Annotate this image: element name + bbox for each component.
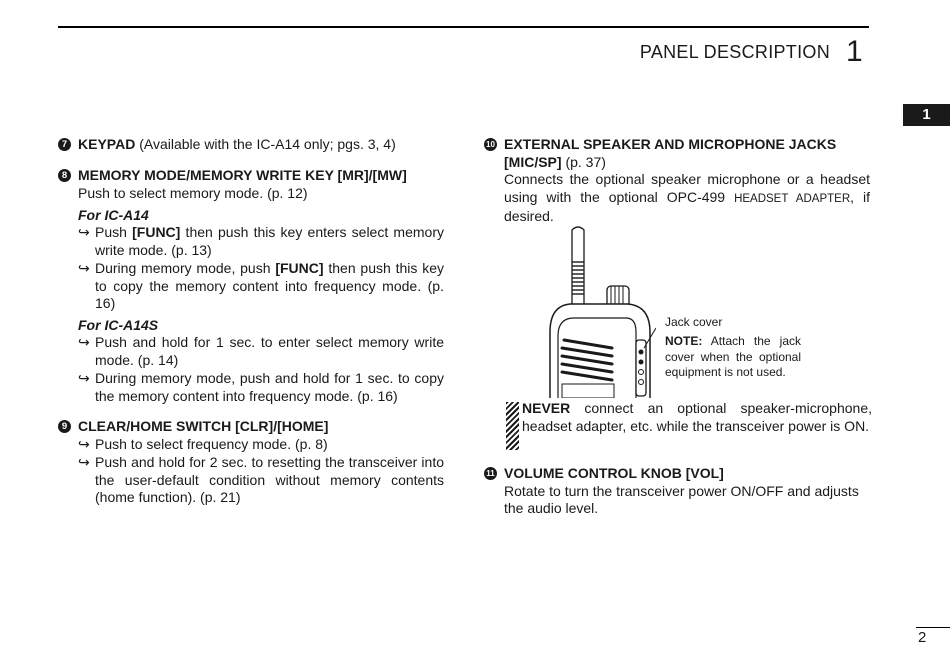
list-item xyxy=(78,260,444,313)
section-number: 1 xyxy=(846,35,863,68)
page-number: 2 xyxy=(918,629,927,646)
item-body: Rotate to turn the transceiver power ON/OFF and adjusts the audio level. xyxy=(504,482,859,517)
item-title: CLEAR/HOME SWITCH [CLR]/[HOME] xyxy=(78,418,329,434)
item-body: Push to select memory mode. (p. 12) xyxy=(78,184,308,201)
list-item xyxy=(78,334,444,369)
item-number-9-icon: 9 xyxy=(58,420,71,433)
item-title-ref: (p. 37) xyxy=(561,153,606,170)
item-number-10-icon: 10 xyxy=(484,138,497,151)
bullet-text: During memory mode, push and hold for 1 sec. to copy the memory content into frequency mode. (p. 16) xyxy=(95,370,444,404)
bullet-text: then push this key to copy the memory content into frequency mode. (p. 16) xyxy=(95,260,444,312)
item-clear-home-switch xyxy=(58,418,444,436)
footer-rule xyxy=(916,627,950,628)
arrow-bullet-icon: ↪ xyxy=(78,260,90,276)
body-smallcaps: HEADSET ADAPTER xyxy=(734,192,851,205)
warning-label: NEVER xyxy=(522,400,571,416)
warning-block xyxy=(506,400,872,435)
bullet-key: [FUNC] xyxy=(132,224,181,240)
bullet-text: Push and hold for 1 sec. to enter select memory write mode. (p. 14) xyxy=(95,334,444,368)
bullet-text: Push xyxy=(95,224,133,240)
item-title: KEYPAD xyxy=(78,136,136,152)
bullet-text: then push this key enters select memory write mode. (p. 13) xyxy=(95,224,444,258)
arrow-bullet-icon: ↪ xyxy=(78,454,90,470)
model-subheading: For IC-A14 xyxy=(78,207,149,223)
jack-cover xyxy=(636,340,646,396)
model-subheading: For IC-A14S xyxy=(78,317,159,333)
item-memory-mode-key xyxy=(58,167,444,202)
note-label: NOTE: xyxy=(665,334,703,348)
list-item xyxy=(78,224,444,259)
body-text: Connects the optional speaker microphone or a headset using with the optional OPC-499 xyxy=(504,171,870,205)
bullet-text: Push and hold for 2 sec. to resetting the transceiver into the user-default condition without memory contents (home function). (p. 21) xyxy=(95,454,444,506)
header-rule xyxy=(58,26,869,28)
warning-text: connect an optional speaker-microphone, headset adapter, etc. while the transceiver power is ON. xyxy=(522,400,872,434)
item-keypad xyxy=(58,136,444,154)
item-title-note: (Available with the IC-A14 only; pgs. 3, 4) xyxy=(135,136,396,152)
item-number-8-icon: 8 xyxy=(58,169,71,182)
bullet-text: Push to select frequency mode. (p. 8) xyxy=(95,436,328,452)
arrow-bullet-icon: ↪ xyxy=(78,224,90,240)
item-number-7-icon: 7 xyxy=(58,138,71,151)
item-body xyxy=(484,171,870,226)
item-title: EXTERNAL SPEAKER AND MICROPHONE JACKS [MIC/SP] xyxy=(504,136,837,170)
warning-hatch-icon xyxy=(506,402,519,450)
bullet-text: During memory mode, push xyxy=(95,260,276,276)
transceiver-illustration xyxy=(540,222,656,398)
list-item xyxy=(78,370,444,405)
figure-caption: Jack cover xyxy=(665,315,723,329)
chapter-tab: 1 xyxy=(903,104,950,126)
figure-note xyxy=(665,334,801,381)
list-item xyxy=(78,436,444,454)
item-external-jacks xyxy=(484,136,870,226)
item-volume-knob xyxy=(484,465,870,518)
note-text: Attach the jack cover when the optional equipment is not used. xyxy=(665,334,801,379)
arrow-bullet-icon: ↪ xyxy=(78,436,90,452)
bullet-key: [FUNC] xyxy=(275,260,324,276)
arrow-bullet-icon: ↪ xyxy=(78,370,90,386)
item-title: MEMORY MODE/MEMORY WRITE KEY [MR]/[MW] xyxy=(78,167,407,183)
body-text: , if desired. xyxy=(504,188,870,225)
arrow-bullet-icon: ↪ xyxy=(78,334,90,350)
section-title: PANEL DESCRIPTION xyxy=(639,42,830,62)
item-title: VOLUME CONTROL KNOB [VOL] xyxy=(504,465,724,481)
list-item xyxy=(78,454,444,507)
item-number-11-icon: 11 xyxy=(484,467,497,480)
